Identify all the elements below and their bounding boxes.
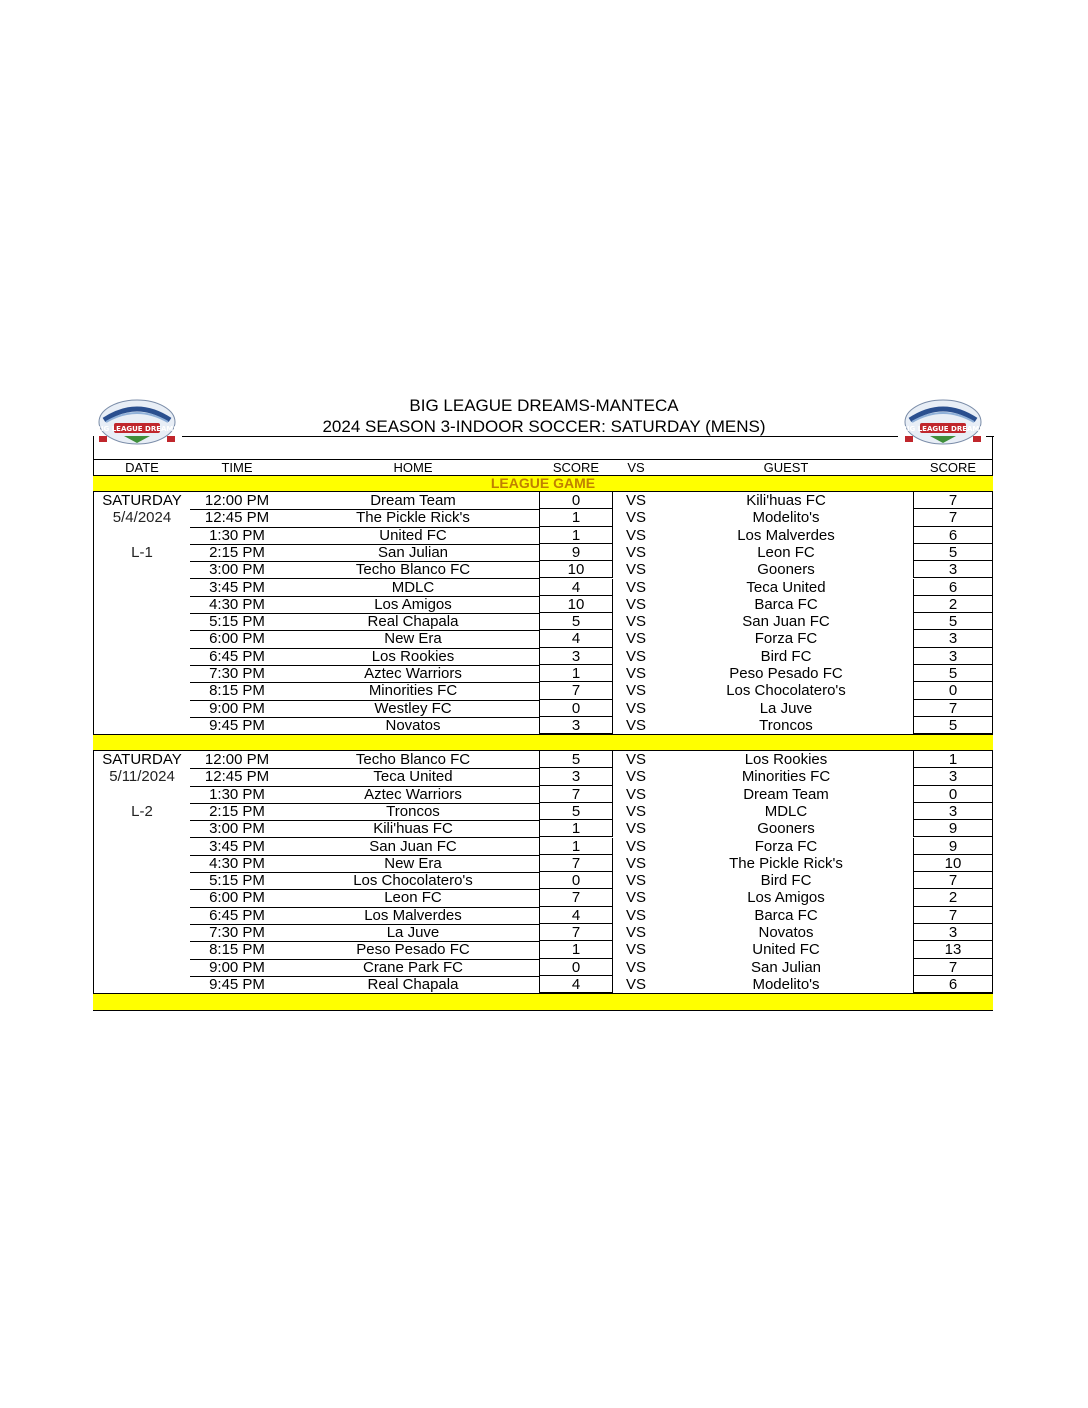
table-row [93, 976, 993, 993]
game-time: 4:30 PM [209, 854, 265, 872]
vs-label: VS [625, 802, 646, 820]
guest-team: Barca FC [754, 906, 818, 924]
game-time: 6:45 PM [209, 647, 265, 665]
home-score: 7 [571, 682, 581, 700]
home-team: Peso Pesado FC [356, 941, 470, 959]
league-game-band: LEAGUE GAME [93, 475, 993, 492]
game-time: 2:15 PM [209, 802, 265, 820]
guest-team: Los Amigos [747, 889, 825, 907]
vs-label: VS [625, 613, 646, 631]
guest-score: 3 [948, 647, 958, 665]
home-team: Westley FC [374, 699, 452, 717]
table-row [93, 751, 993, 768]
home-team: Crane Park FC [362, 958, 464, 976]
home-score: 3 [571, 716, 581, 734]
guest-team: United FC [752, 941, 820, 959]
table-row [93, 959, 993, 976]
home-score: 3 [571, 647, 581, 665]
vs-label: VS [625, 958, 646, 976]
guest-score: 3 [948, 768, 958, 786]
week-day: SATURDAY [102, 751, 182, 768]
guest-score: 10 [944, 854, 962, 872]
game-time: 9:00 PM [209, 699, 265, 717]
guest-team: Barca FC [754, 595, 818, 613]
guest-team: Minorities FC [741, 768, 831, 786]
guest-team: San Juan FC [742, 613, 830, 631]
home-team: Los Rookies [371, 647, 455, 665]
guest-score: 5 [948, 665, 958, 682]
page-subtitle: 2024 SEASON 3-INDOOR SOCCER: SATURDAY (MENS) [322, 417, 766, 436]
table-row [93, 665, 993, 682]
table-row [93, 492, 993, 509]
game-time: 9:45 PM [209, 975, 265, 993]
home-team: Techo Blanco FC [355, 751, 471, 768]
home-team: Aztec Warriors [364, 665, 462, 682]
logo-right-text: BIG LEAGUE DREAMS [902, 425, 984, 433]
week-label: L-1 [131, 543, 153, 561]
guest-team: La Juve [759, 699, 813, 717]
home-team: New Era [384, 854, 442, 872]
home-team: Real Chapala [367, 975, 459, 993]
week-day: SATURDAY [102, 492, 182, 509]
table-row [93, 630, 993, 647]
guest-team: Gooners [757, 820, 815, 838]
table-row [93, 596, 993, 613]
guest-score: 6 [948, 526, 958, 544]
logo-left-text: BIG LEAGUE DREAMS [96, 425, 178, 433]
table-row [93, 527, 993, 544]
guest-team: San Julian [750, 958, 822, 976]
guest-score: 9 [948, 820, 958, 838]
guest-score: 6 [948, 578, 958, 596]
guest-score: 3 [948, 924, 958, 941]
guest-team: Modelito's [752, 509, 820, 527]
vs-label: VS [625, 595, 646, 613]
guest-score: 9 [948, 837, 958, 855]
home-team: Los Chocolatero's [353, 872, 473, 890]
vs-label: VS [625, 682, 646, 700]
home-team: The Pickle Rick's [356, 509, 470, 527]
table-row [93, 700, 993, 717]
column-guest: GUEST [763, 460, 809, 475]
vs-label: VS [625, 561, 646, 579]
table-row [93, 613, 993, 630]
guest-team: Leon FC [757, 543, 815, 561]
game-time: 7:30 PM [209, 665, 265, 682]
home-score: 1 [571, 820, 581, 838]
week-date: 5/4/2024 [112, 509, 172, 527]
home-score: 4 [571, 578, 581, 596]
table-row [93, 579, 993, 596]
page-title: BIG LEAGUE DREAMS-MANTECA [409, 396, 679, 415]
home-score: 7 [571, 924, 581, 941]
table-row [93, 561, 993, 578]
column-score: SCORE [552, 460, 600, 475]
column-header-row [93, 459, 993, 476]
guest-team: Dream Team [743, 785, 829, 803]
guest-score: 7 [948, 509, 958, 527]
home-score: 4 [571, 906, 581, 924]
game-time: 3:45 PM [209, 578, 265, 596]
guest-team: Peso Pesado FC [729, 665, 843, 682]
guest-team: MDLC [764, 802, 808, 820]
guest-score: 5 [948, 716, 958, 734]
game-time: 6:00 PM [209, 630, 265, 648]
game-time: 9:45 PM [209, 716, 265, 734]
home-score: 4 [571, 975, 581, 993]
guest-score: 13 [944, 941, 962, 959]
guest-team: Bird FC [760, 872, 812, 890]
home-score: 1 [571, 941, 581, 959]
home-score: 7 [571, 785, 581, 803]
game-time: 1:30 PM [209, 526, 265, 544]
vs-label: VS [625, 543, 646, 561]
home-team: Real Chapala [367, 613, 459, 631]
game-time: 6:45 PM [209, 906, 265, 924]
home-score: 4 [571, 630, 581, 648]
vs-label: VS [625, 751, 646, 768]
guest-team: Troncos [759, 716, 813, 734]
table-row [93, 889, 993, 906]
home-score: 0 [571, 958, 581, 976]
guest-score: 7 [948, 958, 958, 976]
guest-score: 7 [948, 492, 958, 509]
vs-label: VS [625, 820, 646, 838]
home-score: 5 [571, 802, 581, 820]
guest-team: Novatos [758, 924, 814, 941]
home-score: 0 [571, 492, 581, 509]
home-score: 7 [571, 889, 581, 907]
vs-label: VS [625, 889, 646, 907]
home-team: San Juan FC [369, 837, 457, 855]
home-team: Aztec Warriors [364, 785, 462, 803]
table-row [93, 544, 993, 561]
table-row [93, 855, 993, 872]
game-time: 7:30 PM [209, 924, 265, 941]
table-row [93, 820, 993, 837]
home-score: 9 [571, 543, 581, 561]
guest-score: 3 [948, 630, 958, 648]
home-team: Kili'huas FC [373, 820, 453, 838]
column-date: DATE [125, 460, 159, 475]
table-row [93, 768, 993, 785]
game-time: 2:15 PM [209, 543, 265, 561]
home-score: 7 [571, 854, 581, 872]
guest-team: Forza FC [754, 630, 818, 648]
game-time: 8:15 PM [209, 682, 265, 700]
footer-band [93, 993, 993, 1011]
guest-team: Bird FC [760, 647, 812, 665]
guest-team: Los Rookies [744, 751, 828, 768]
game-time: 12:45 PM [204, 768, 270, 786]
vs-label: VS [625, 906, 646, 924]
vs-label: VS [625, 509, 646, 527]
home-team: Techo Blanco FC [355, 561, 471, 579]
vs-label: VS [625, 526, 646, 544]
home-score: 0 [571, 872, 581, 890]
guest-team: Forza FC [754, 837, 818, 855]
week-label: L-2 [131, 802, 153, 820]
home-team: Teca United [373, 768, 453, 786]
table-row [93, 907, 993, 924]
guest-score: 3 [948, 561, 958, 579]
table-row [93, 924, 993, 941]
table-row [93, 941, 993, 958]
vs-label: VS [625, 699, 646, 717]
game-time: 1:30 PM [209, 785, 265, 803]
table-row [93, 717, 993, 734]
guest-score: 0 [948, 785, 958, 803]
vs-label: VS [625, 768, 646, 786]
column-time: TIME [221, 460, 253, 475]
guest-team: Modelito's [752, 975, 820, 993]
vs-label: VS [625, 854, 646, 872]
column-home: HOME [393, 460, 433, 475]
game-time: 9:00 PM [209, 958, 265, 976]
home-score: 10 [567, 561, 585, 579]
table-row [93, 803, 993, 820]
table-row [93, 509, 993, 526]
game-time: 5:15 PM [209, 613, 265, 631]
home-team: Troncos [386, 802, 440, 820]
home-team: Novatos [385, 716, 441, 734]
game-time: 3:00 PM [209, 561, 265, 579]
home-team: San Julian [377, 543, 449, 561]
game-time: 12:00 PM [204, 492, 270, 509]
guest-score: 3 [948, 802, 958, 820]
week-separator-band [93, 734, 993, 751]
home-score: 10 [567, 595, 585, 613]
table-row [93, 648, 993, 665]
guest-score: 1 [948, 751, 958, 768]
vs-label: VS [625, 941, 646, 959]
vs-label: VS [625, 630, 646, 648]
home-team: Dream Team [370, 492, 456, 509]
home-team: New Era [384, 630, 442, 648]
guest-team: The Pickle Rick's [729, 854, 843, 872]
guest-score: 5 [948, 543, 958, 561]
game-time: 3:00 PM [209, 820, 265, 838]
home-score: 0 [571, 699, 581, 717]
home-score: 1 [571, 665, 581, 682]
guest-score: 7 [948, 699, 958, 717]
game-time: 12:00 PM [204, 751, 270, 768]
column-guest-score: SCORE [929, 460, 977, 475]
guest-score: 6 [948, 975, 958, 993]
home-score: 3 [571, 768, 581, 786]
table-row [93, 682, 993, 699]
game-time: 8:15 PM [209, 941, 265, 959]
home-team: Minorities FC [368, 682, 458, 700]
home-score: 1 [571, 509, 581, 527]
home-team: MDLC [391, 578, 435, 596]
home-team: United FC [379, 526, 447, 544]
vs-label: VS [625, 924, 646, 941]
table-row [93, 786, 993, 803]
guest-score: 7 [948, 906, 958, 924]
vs-label: VS [625, 785, 646, 803]
week-date: 5/11/2024 [109, 768, 175, 786]
home-score: 5 [571, 613, 581, 631]
game-time: 6:00 PM [209, 889, 265, 907]
game-time: 5:15 PM [209, 872, 265, 890]
vs-label: VS [625, 716, 646, 734]
vs-label: VS [625, 665, 646, 682]
home-score: 1 [571, 526, 581, 544]
column-vs: VS [627, 460, 645, 475]
guest-score: 2 [948, 595, 958, 613]
home-score: 1 [571, 837, 581, 855]
table-row [93, 872, 993, 889]
guest-score: 2 [948, 889, 958, 907]
guest-team: Los Malverdes [737, 526, 835, 544]
table-row [93, 838, 993, 855]
guest-score: 0 [948, 682, 958, 700]
home-team: Leon FC [384, 889, 442, 907]
game-time: 12:45 PM [204, 509, 270, 527]
vs-label: VS [625, 872, 646, 890]
guest-score: 5 [948, 613, 958, 631]
game-time: 4:30 PM [209, 595, 265, 613]
guest-team: Teca United [746, 578, 826, 596]
vs-label: VS [625, 837, 646, 855]
vs-label: VS [625, 492, 646, 509]
guest-score: 7 [948, 872, 958, 890]
home-score: 5 [571, 751, 581, 768]
vs-label: VS [625, 975, 646, 993]
game-time: 3:45 PM [209, 837, 265, 855]
guest-team: Los Chocolatero's [726, 682, 846, 700]
vs-label: VS [625, 647, 646, 665]
home-team: Los Malverdes [364, 906, 462, 924]
home-team: La Juve [386, 924, 440, 941]
guest-team: Kili'huas FC [746, 492, 826, 509]
home-team: Los Amigos [374, 595, 452, 613]
vs-label: VS [625, 578, 646, 596]
guest-team: Gooners [757, 561, 815, 579]
